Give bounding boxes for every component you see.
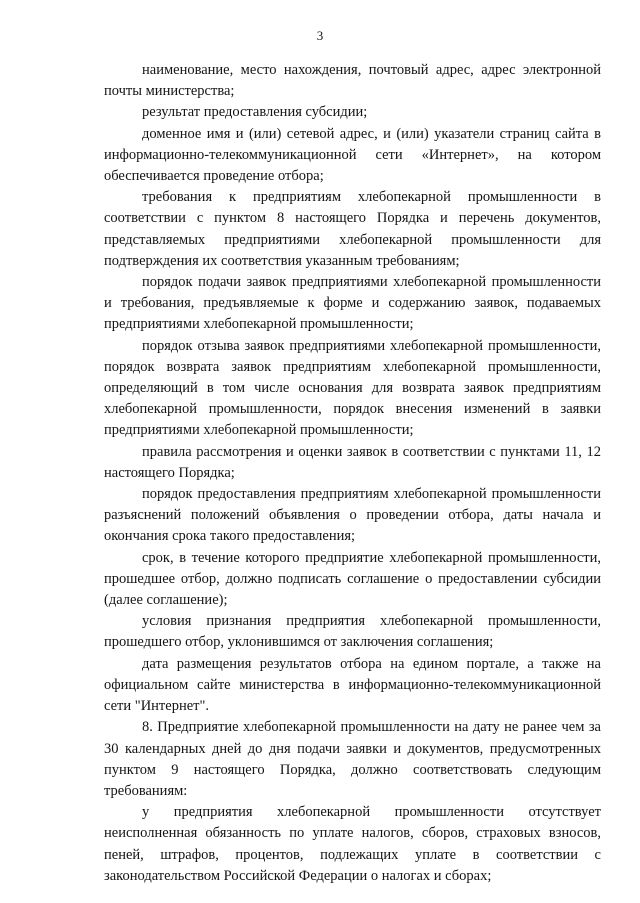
paragraph-results-publication: дата размещения результатов отбора на едином портале, а также на официальном сайте министерства в информационно-телекоммуникационной сети "Интернет". [104, 655, 601, 715]
paragraph-item-8: 8. Предприятие хлебопекарной промышленности на дату не ранее чем за 30 календарных дней до дня подачи заявки и документов, предусмотренных пунктом 9 настоящего Порядка, должно соответствовать следующим требованиям: [104, 719, 601, 799]
paragraph-clarifications: порядок предоставления предприятиям хлебопекарной промышленности разъяснений положений объявления о проведении отбора, даты начала и окончания срока такого предоставления; [104, 486, 601, 545]
page-number: 3 [316, 28, 324, 43]
document-body [104, 60, 601, 887]
paragraph-signing-deadline: срок, в течение которого предприятие хлебопекарной промышленности, прошедшее отбор, должно подписать соглашение о предоставлении субсидии (далее соглашение); [104, 549, 601, 609]
paragraph-domain-name: доменное имя и (или) сетевой адрес, и (или) указатели страниц сайта в информационно-телекоммуникационной сети «Интернет», на котором обеспечивается проведение отбора; [104, 125, 601, 185]
paragraph-ministry-info: наименование, место нахождения, почтовый адрес, адрес электронной почты министерства; [104, 62, 601, 100]
paragraph-application-withdrawal: порядок отзыва заявок предприятиями хлебопекарной промышленности, порядок возврата заявок предприятиям хлебопекарной промышленности, определяющий в том числе основания для возврата заявок предприятиям хлебопекарной промышленности, порядок внесения изменений в заявки предприятиями хлебопекарной промышленности; [104, 337, 601, 439]
paragraph-subsidy-result: результат предоставления субсидии; [142, 104, 368, 121]
paragraph-tax-obligation: у предприятия хлебопекарной промышленности отсутствует неисполненная обязанность по уплате налогов, сборов, страховых взносов, пеней, штрафов, процентов, подлежащих уплате в соответствии с законодательством Российской Федерации о налогах и сборах; [104, 804, 601, 884]
paragraph-evasion-conditions: условия признания предприятия хлебопекарной промышленности, прошедшего отбор, уклонившимся от заключения соглашения; [104, 613, 601, 651]
paragraph-requirements: требования к предприятиям хлебопекарной промышленности в соответствии с пунктом 8 настоящего Порядка и перечень документов, представляемых предприятиями хлебопекарной промышленности для подтверждения их соответствия указанным требованиям; [104, 189, 601, 269]
paragraph-application-submission: порядок подачи заявок предприятиями хлебопекарной промышленности и требования, предъявляемые к форме и содержанию заявок, подаваемых предприятиями хлебопекарной промышленности; [104, 274, 601, 333]
paragraph-review-rules: правила рассмотрения и оценки заявок в соответствии с пунктами 11, 12 настоящего Порядка; [104, 443, 601, 481]
